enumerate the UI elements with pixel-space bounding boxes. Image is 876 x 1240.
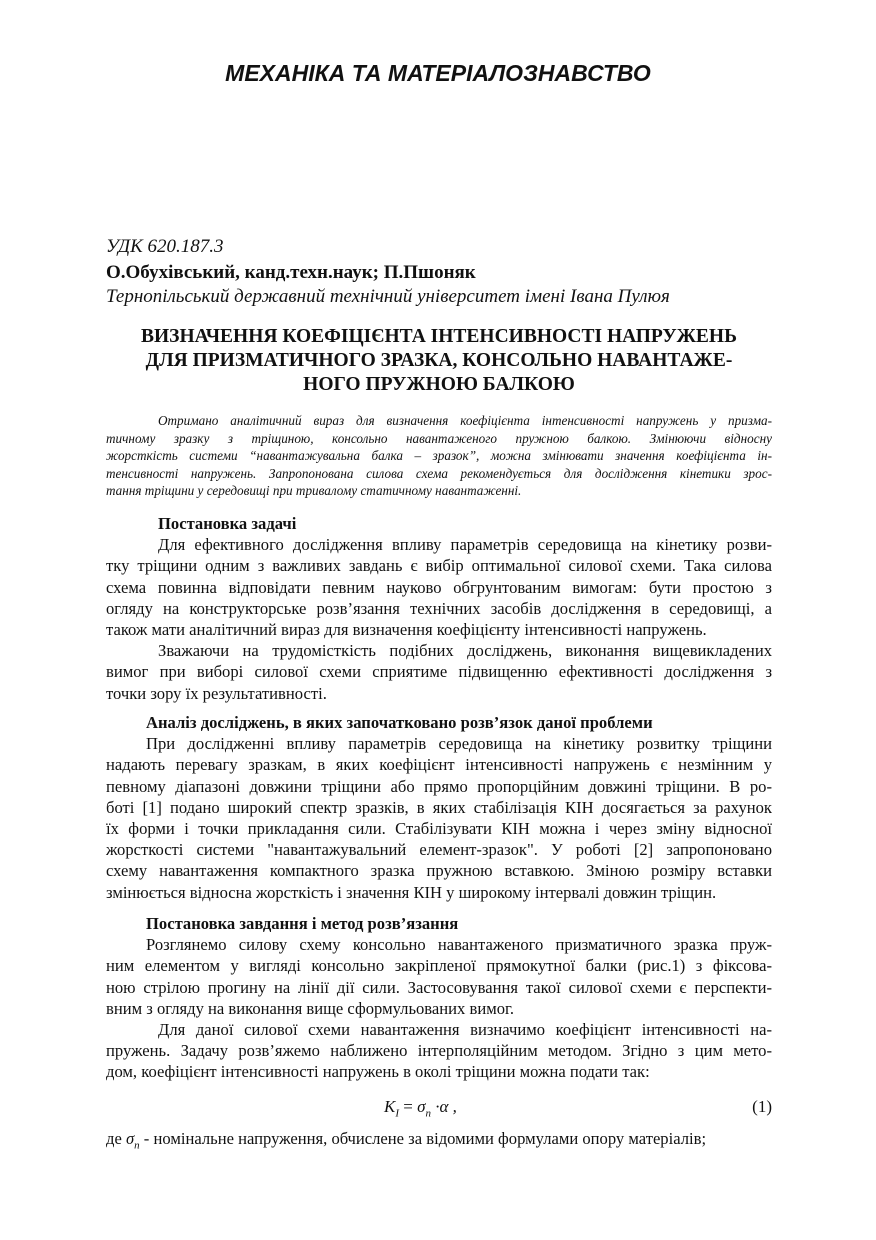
paragraph-line: жорсткості системи "навантажувальний елемент-зразок". У роботі [2] запропоновано [106,840,772,860]
paragraph-line: їх форми і точки прикладання сили. Стабілізувати КІН можна і через зміну відносної [106,819,772,839]
abstract-line: тичному зразку з тріщиною, консольно навантаженого пружною балкою. Змінюючи відносну [106,430,772,446]
section-heading: Постановка завдання і метод розв’язання [146,914,459,933]
paragraph-line: пружень. Задачу розв’яжемо наближено інтерполяційним методом. Згідно з цим мето- [106,1041,772,1061]
paragraph-line: Розглянемо силову схему консольно навантаженого призматичного зразка пруж- [146,935,772,955]
equation-symbol-k: K [384,1097,396,1116]
paragraph-line: схему навантаження компактного зразка пружною вставкою. Зміною розміру вставки [106,861,772,881]
paragraph-line: ним елементом у вигляді консольно закріпленої прямокутної балки (рис.1) з фіксова- [106,956,772,976]
title-line: НОГО ПРУЖНОЮ БАЛКОЮ [303,374,575,395]
journal-section-header: МЕХАНІКА ТА МАТЕРІАЛОЗНАВСТВО [225,60,651,86]
abstract [106,412,772,500]
paragraph-line: схема повинна відповідати певним науково обгрунтованим вимогам: бути простою з [106,577,772,597]
equation-rest: ·α , [431,1097,457,1116]
section-literature-analysis [106,712,772,903]
equation-subscript: I [395,1107,400,1120]
paragraph-line: Для даної силової схеми навантаження визначимо коефіцієнт інтенсивності на- [158,1020,772,1040]
abstract-line: жорсткість системи “навантажувальна балка – зразок”, можна змінювати значення коефіцієнта ін- [106,448,772,463]
equation-symbol-sigma: σ [417,1097,426,1116]
paragraph-line: боті [1] подано широкий спектр зразків, в яких стабілізація КІН досягається за рахунок [106,797,772,817]
paragraph-line: тку тріщини одним з важливих завдань є вибір оптимальної силової схеми. Така силова [106,556,772,576]
paragraph-line: змінюється відносна жорсткість і значення КІН у широкому інтервалі довжин тріщин. [106,882,717,902]
section-heading: Постановка задачі [158,514,297,533]
udc-code: УДК 620.187.3 [106,236,224,257]
equation-equals: = [399,1097,418,1116]
paragraph-line: точки зору їх результативності. [106,683,327,703]
symbol-subscript: n [134,1139,140,1152]
text-prefix: де [106,1129,126,1148]
paragraph-line [106,1129,706,1151]
affiliation-line: Тернопільський державний технічний університет імені Івана Пулюя [106,286,670,307]
equation-subscript: n [425,1107,431,1120]
title-line: ДЛЯ ПРИЗМАТИЧНОГО ЗРАЗКА, КОНСОЛЬНО НАВАНТАЖЕ- [145,350,733,371]
paragraph-line: вимог при виборі силової схеми сприятиме підвищенню ефективності дослідження з [106,662,772,682]
abstract-line: Отримано аналітичний вираз для визначення коефіцієнта інтенсивності напружень у призма- [158,413,772,428]
equation-1 [106,1097,772,1121]
paragraph-line: надають перевагу зразкам, в яких коефіцієнт інтенсивності напружень є незмінним у [106,755,772,775]
paragraph-line: Для ефективного дослідження впливу параметрів середовища на кінетику розви- [158,535,772,555]
symbol-sigma: σ [125,1129,135,1148]
text-body: - номінальне напруження, обчислене за відомими формулами опору матеріалів; [139,1129,707,1148]
section-heading: Аналіз досліджень, в яких започатковано розв’язок даної проблеми [146,713,653,732]
title-line: ВИЗНАЧЕННЯ КОЕФІЦІЄНТА ІНТЕНСИВНОСТІ НАПРУЖЕНЬ [140,326,737,347]
paragraph-line: дом, коефіцієнт інтенсивності напружень в околі тріщини можна подати так: [106,1062,650,1082]
equation-expression [384,1097,457,1119]
section-method [106,913,772,1083]
abstract-line: тенсивності напружень. Запропонована силова схема рекомендується для дослідження кінетики зрос- [106,465,772,481]
paragraph-line: При дослідженні впливу параметрів середовища на кінетику розвитку тріщини [146,734,772,754]
paragraph-line: також мати аналітичний вираз для визначення коефіцієнту інтенсивності напружень. [106,620,707,640]
paragraph-line: ною стрілою прогину на лінії дії сили. Застосовування такої силової схеми є перспекти- [106,977,772,997]
paragraph-line: вним з огляду на виконання вище сформульованих вимог. [106,998,515,1018]
abstract-line: тання тріщини у середовищі при тривалому статичному навантаженні. [106,483,522,498]
authors-line: О.Обухівський, канд.техн.наук; П.Пшоняк [106,262,476,283]
paragraph-line: огляду на конструкторське розв’язання технічних засобів дослідження в середовищі, а [106,598,772,618]
equation-number: (1) [752,1097,772,1116]
paragraph-line: певному діапазоні довжини тріщини або прямо пропорційним довжині тріщини. В ро- [106,776,772,796]
paper-title [106,325,772,397]
section-problem-statement [106,513,772,704]
paragraph-line: Зважаючи на трудомісткість подібних досліджень, виконання вищевикладених [158,641,772,661]
